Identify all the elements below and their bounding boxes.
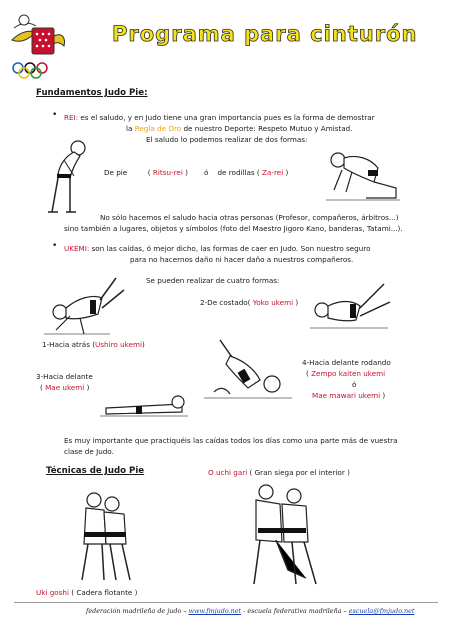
ritsu-open: ( [147, 168, 151, 177]
ukemi-form-4-or: ó [352, 380, 357, 389]
rei-line-1 [64, 113, 375, 122]
de-pie-label: De pie [104, 168, 128, 177]
bullet-rei: • [52, 110, 58, 120]
o-uchi-gari-desc: ( Gran siega por el interior ) [249, 468, 350, 477]
ukemi-form-4-term-line [306, 369, 385, 378]
uki-goshi-illustration [66, 488, 146, 584]
footer-email-link[interactable]: escuela@fmjudo.net [348, 607, 415, 615]
rei-line-6: sino también a lugares, objetos y símbolos (foto del Maestro Jigoro Kano, banderas, Tatami...). [64, 224, 403, 233]
rei-term: REI: [64, 113, 79, 122]
ukemi-closing-2: clase de Judo. [64, 447, 114, 456]
ukemi-text: son las caídas, ó mejor dicho, las formas de caer en Judo. Son nuestro seguro [91, 244, 371, 253]
tecnica-o-uchi-gari [208, 468, 350, 477]
o-uchi-gari-term: O uchi gari [208, 468, 248, 477]
form-3-open: ( [40, 383, 43, 392]
ushiro-ukemi-term: Ushiro ukemi [95, 340, 142, 349]
rei-text: es el saludo, y en Judo tiene una gran importancia pues es la forma de demostrar [80, 113, 375, 122]
page-title: Programa para cinturón [112, 22, 418, 46]
uki-goshi-desc: ( Cadera flotante ) [71, 588, 138, 597]
yoko-ukemi-illustration [304, 272, 396, 332]
tecnica-uki-goshi [36, 588, 137, 597]
ukemi-form-4-label: 4-Hacia delante rodando [302, 358, 391, 367]
yoko-ukemi-term: Yoko ukemi [252, 298, 294, 307]
o-connector: ó [203, 168, 209, 177]
footer-text-1: federación madrileña de judo – [86, 607, 187, 615]
mae-ukemi-illustration [96, 388, 192, 418]
bullet-ukemi: • [52, 241, 58, 251]
za-rei-term: Za-rei [262, 168, 284, 177]
form-1-label: 1-Hacia atrás ( [42, 340, 96, 349]
ushiro-ukemi-illustration [40, 268, 130, 338]
form-4-close: ) [382, 391, 386, 400]
regla-rest: de nuestro Deporte: Respeto Mutuo y Amistad. [183, 124, 353, 133]
ukemi-line-1 [64, 244, 370, 253]
mae-mawari-ukemi-term: Mae mawari ukemi [312, 391, 381, 400]
regla-de-oro: Regla de Oro [134, 124, 182, 133]
standing-bow-illustration [30, 130, 102, 220]
form-2-label: 2-De costado( [200, 298, 251, 307]
federation-logo [6, 10, 68, 82]
madrid-judo-federation-logo-icon [6, 10, 68, 82]
zempo-kaiten-ukemi-illustration [200, 330, 296, 402]
ukemi-form-3-term-line [40, 383, 89, 392]
ukemi-form-2 [200, 298, 298, 307]
footer-website-link[interactable]: www.fmjudo.net [188, 607, 242, 615]
rei-forms-line [104, 168, 288, 177]
ritsu-rei-term: Ritsu-rei [152, 168, 183, 177]
rei-line-5: No sólo hacemos el saludo hacia otras personas (Profesor, compañeros, árbitros...) [100, 213, 399, 222]
ukemi-form-1 [42, 340, 145, 349]
footer-rule [14, 602, 438, 603]
form-3-close: ) [86, 383, 90, 392]
zempo-kaiten-ukemi-term: Zempo kaiten ukemi [311, 369, 386, 378]
ukemi-form-4-term2-line [312, 391, 385, 400]
uki-goshi-term: Uki goshi [36, 588, 69, 597]
za-close: ) [285, 168, 289, 177]
rei-line-2 [126, 124, 353, 133]
form-1-close: ) [141, 340, 145, 349]
footer-text-2: - escuela federativa madrileña – [243, 607, 347, 615]
ukemi-form-3-label: 3-Hacia delante [36, 372, 93, 381]
ukemi-line-2: para no hacernos daño ni hacer daño a nuestros compañeros. [130, 255, 354, 264]
footer [86, 607, 414, 615]
ritsu-close: ) [185, 168, 188, 177]
o-uchi-gari-illustration [236, 480, 326, 588]
ukemi-closing-1: Es muy importante que practiquéis las caídas todos los días como una parte más de vuestra [64, 436, 398, 445]
de-rodillas-label: de rodillas ( [217, 168, 260, 177]
regla-prefix: la [126, 124, 133, 133]
ukemi-term: UKEMI: [64, 244, 90, 253]
section-heading-tecnicas: Técnicas de Judo Pie [46, 466, 145, 476]
section-heading-fundamentos: Fundamentos Judo Pie: [36, 88, 148, 98]
rei-line-3: El saludo lo podemos realizar de dos formas: [146, 135, 308, 144]
ukemi-line-3: Se pueden realizar de cuatro formas: [146, 276, 280, 285]
mae-ukemi-term: Mae ukemi [45, 383, 85, 392]
form-4-open: ( [306, 369, 309, 378]
kneeling-bow-illustration [316, 140, 404, 206]
form-2-close: ) [295, 298, 299, 307]
